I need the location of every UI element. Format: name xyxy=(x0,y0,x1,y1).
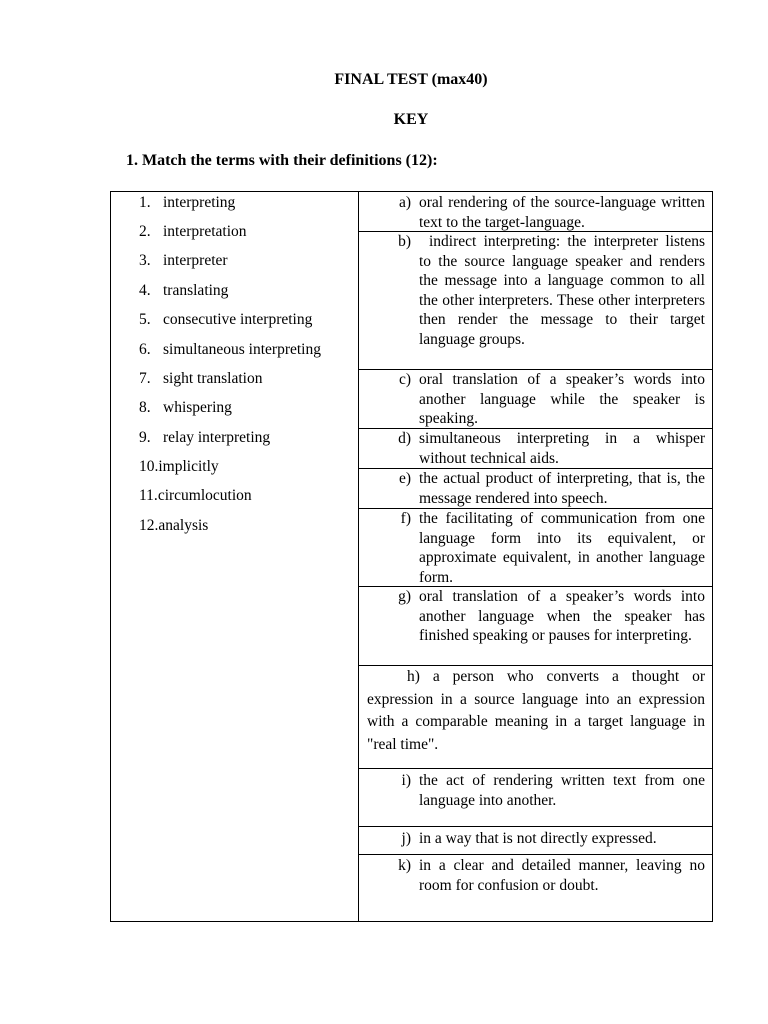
definition-text: oral translation of a speaker’s words into another language while the speaker is speaking. xyxy=(419,371,705,428)
term-item xyxy=(139,429,270,447)
definition-text: the actual product of interpreting, that is, the message rendered into speech. xyxy=(419,470,705,507)
definition-row xyxy=(359,827,713,855)
definition-letter: g) xyxy=(398,588,411,605)
terms-column xyxy=(111,192,359,921)
definition-letter: k) xyxy=(398,857,411,874)
term-item xyxy=(139,458,219,476)
matching-table xyxy=(110,191,713,922)
term-number: 7. xyxy=(139,370,151,387)
definition-letter: c) xyxy=(398,371,411,388)
term-item xyxy=(139,399,232,417)
term-number: 12. xyxy=(139,517,159,534)
term-number: 1. xyxy=(139,194,151,211)
task-heading: 1. Match the terms with their definitions (12): xyxy=(126,152,438,169)
term-text: interpreter xyxy=(163,252,228,269)
term-item xyxy=(139,370,262,388)
definition-text: oral translation of a speaker’s words into another language when the speaker has finished speaking or pauses for interpreting. xyxy=(419,588,705,645)
term-text: sight translation xyxy=(163,370,263,387)
term-number: 10. xyxy=(139,458,159,475)
term-text: analysis xyxy=(158,517,209,534)
definition-row xyxy=(359,769,713,827)
definition-letter: b) xyxy=(398,233,411,250)
term-text: implicitly xyxy=(158,458,219,475)
definition-row xyxy=(359,587,713,666)
term-text: interpretation xyxy=(163,223,247,240)
definition-letter: j) xyxy=(401,830,411,847)
term-text: relay interpreting xyxy=(163,429,271,446)
definition-letter: f) xyxy=(400,510,411,527)
term-text: consecutive interpreting xyxy=(163,311,313,328)
term-number: 6. xyxy=(139,341,151,358)
term-item xyxy=(139,311,312,329)
definition-row xyxy=(359,666,713,769)
key-heading: KEY xyxy=(393,111,429,128)
term-number: 9. xyxy=(139,429,151,446)
definition-text: indirect interpreting: the interpreter listens to the source language speaker and renders the message into a language common to all the other interpreters. These other interpreters then render the message to their target language groups. xyxy=(419,233,705,348)
definition-row xyxy=(359,232,713,370)
definition-row xyxy=(359,192,713,232)
definition-row xyxy=(359,370,713,429)
term-number: 11. xyxy=(139,487,158,504)
term-item xyxy=(139,487,252,505)
definition-text: oral rendering of the source-language written text to the target-language. xyxy=(419,194,705,231)
term-item xyxy=(139,282,228,300)
term-item xyxy=(139,517,208,535)
definition-letter: e) xyxy=(398,470,411,487)
term-number: 2. xyxy=(139,223,151,240)
definition-text: the facilitating of communication from one language form into its equivalent, or approximate equivalent, in another language form. xyxy=(419,510,705,586)
term-text: translating xyxy=(163,282,229,299)
term-text: whispering xyxy=(163,399,232,416)
definition-row xyxy=(359,469,713,509)
definition-letter: d) xyxy=(398,430,411,447)
definitions-column xyxy=(359,192,713,921)
definition-row xyxy=(359,855,713,921)
definition-text: in a way that is not directly expressed. xyxy=(419,830,657,847)
term-item xyxy=(139,341,321,359)
term-item xyxy=(139,252,228,270)
term-number: 4. xyxy=(139,282,151,299)
term-number: 5. xyxy=(139,311,151,328)
term-item xyxy=(139,223,247,241)
definition-text: in a clear and detailed manner, leaving no room for confusion or doubt. xyxy=(419,857,705,894)
definition-letter: a) xyxy=(398,194,411,211)
term-item xyxy=(139,194,235,212)
term-number: 8. xyxy=(139,399,151,416)
term-text: interpreting xyxy=(163,194,236,211)
term-text: circumlocution xyxy=(157,487,252,504)
document-title: FINAL TEST (max40) xyxy=(334,71,488,88)
definition-text: simultaneous interpreting in a whisper without technical aids. xyxy=(419,430,705,467)
definition-text: h) a person who converts a thought or expression in a source language into an expression with a comparable meaning in a target language in "real time". xyxy=(367,668,705,753)
definition-row xyxy=(359,509,713,587)
definition-row xyxy=(359,429,713,469)
term-text: simultaneous interpreting xyxy=(163,341,321,358)
term-number: 3. xyxy=(139,252,151,269)
definition-text: the act of rendering written text from one language into another. xyxy=(419,772,705,809)
definition-letter: i) xyxy=(401,772,411,789)
